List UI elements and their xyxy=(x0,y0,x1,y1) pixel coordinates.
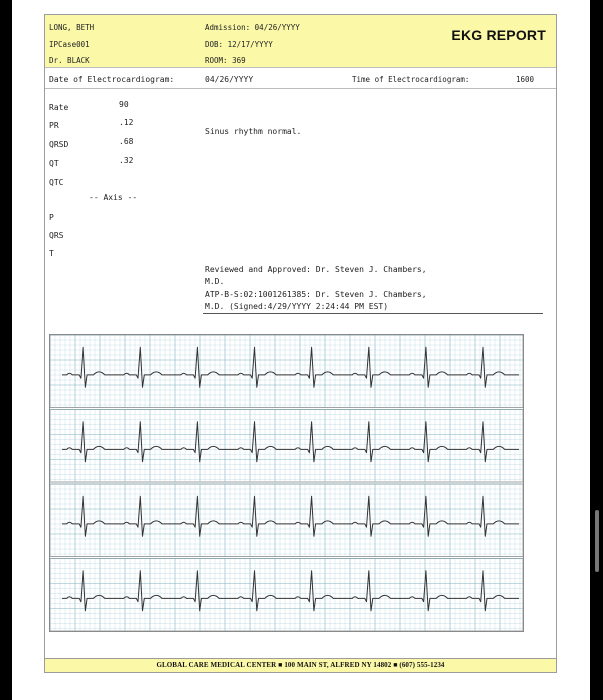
patient-name: LONG, BETH xyxy=(49,23,95,32)
date-divider xyxy=(45,88,556,89)
qrsd-value: .68 xyxy=(119,137,134,146)
scrollbar-thumb[interactable] xyxy=(595,510,599,572)
date-value: 04/26/YYYY xyxy=(205,75,254,84)
qt-label: QT xyxy=(49,159,59,168)
room-number: ROOM: 369 xyxy=(205,56,246,65)
document-page xyxy=(12,0,590,700)
review-line-2: M.D. xyxy=(205,277,225,286)
qrsd-label: QRSD xyxy=(49,140,69,149)
axis-qrs-label: QRS xyxy=(49,231,64,240)
header-divider xyxy=(45,67,556,68)
review-line-1: Reviewed and Approved: Dr. Steven J. Chambers, xyxy=(205,265,427,274)
case-id: IPCase001 xyxy=(49,40,90,49)
rate-value: 90 xyxy=(119,100,129,109)
date-of-birth: DOB: 12/17/YYYY xyxy=(205,40,273,49)
ekg-row xyxy=(50,335,523,408)
date-label: Date of Electrocardiogram: xyxy=(49,75,175,84)
ekg-row-frame xyxy=(50,484,523,557)
footer-address: GLOBAL CARE MEDICAL CENTER ■ 100 MAIN ST, ALFRED NY 14802 ■ (607) 555-1234 xyxy=(45,658,556,672)
ekg-waveform-chart xyxy=(50,335,523,631)
time-value: 1600 xyxy=(516,75,535,84)
review-line-4: M.D. (Signed:4/29/YYYY 2:24:44 PM EST) xyxy=(205,302,389,311)
axis-heading: -- Axis -- xyxy=(89,193,138,202)
ekg-row-frame xyxy=(50,559,523,632)
pr-value: .12 xyxy=(119,118,134,127)
ekg-row-frame xyxy=(50,410,523,483)
qt-value: .32 xyxy=(119,156,134,165)
qtc-label: QTC xyxy=(49,178,64,187)
pr-label: PR xyxy=(49,121,59,130)
axis-t-label: T xyxy=(49,249,54,258)
review-line-3: ATP-B-S:02:1001261385: Dr. Steven J. Chambers, xyxy=(205,290,427,299)
ekg-row xyxy=(50,559,523,632)
interpretation-text: Sinus rhythm normal. xyxy=(205,127,302,136)
signature-underline xyxy=(203,313,543,314)
admission-date: Admission: 04/26/YYYY xyxy=(205,23,300,32)
report-title: EKG REPORT xyxy=(451,27,546,43)
rate-label: Rate xyxy=(49,103,69,112)
ekg-row-frame xyxy=(50,335,523,408)
ekg-row xyxy=(50,484,523,557)
axis-p-label: P xyxy=(49,213,54,222)
report-header xyxy=(45,15,556,67)
doctor-name: Dr. BLACK xyxy=(49,56,90,65)
ekg-strip xyxy=(49,334,524,632)
time-label: Time of Electrocardiogram: xyxy=(352,75,470,84)
ekg-row xyxy=(50,410,523,483)
